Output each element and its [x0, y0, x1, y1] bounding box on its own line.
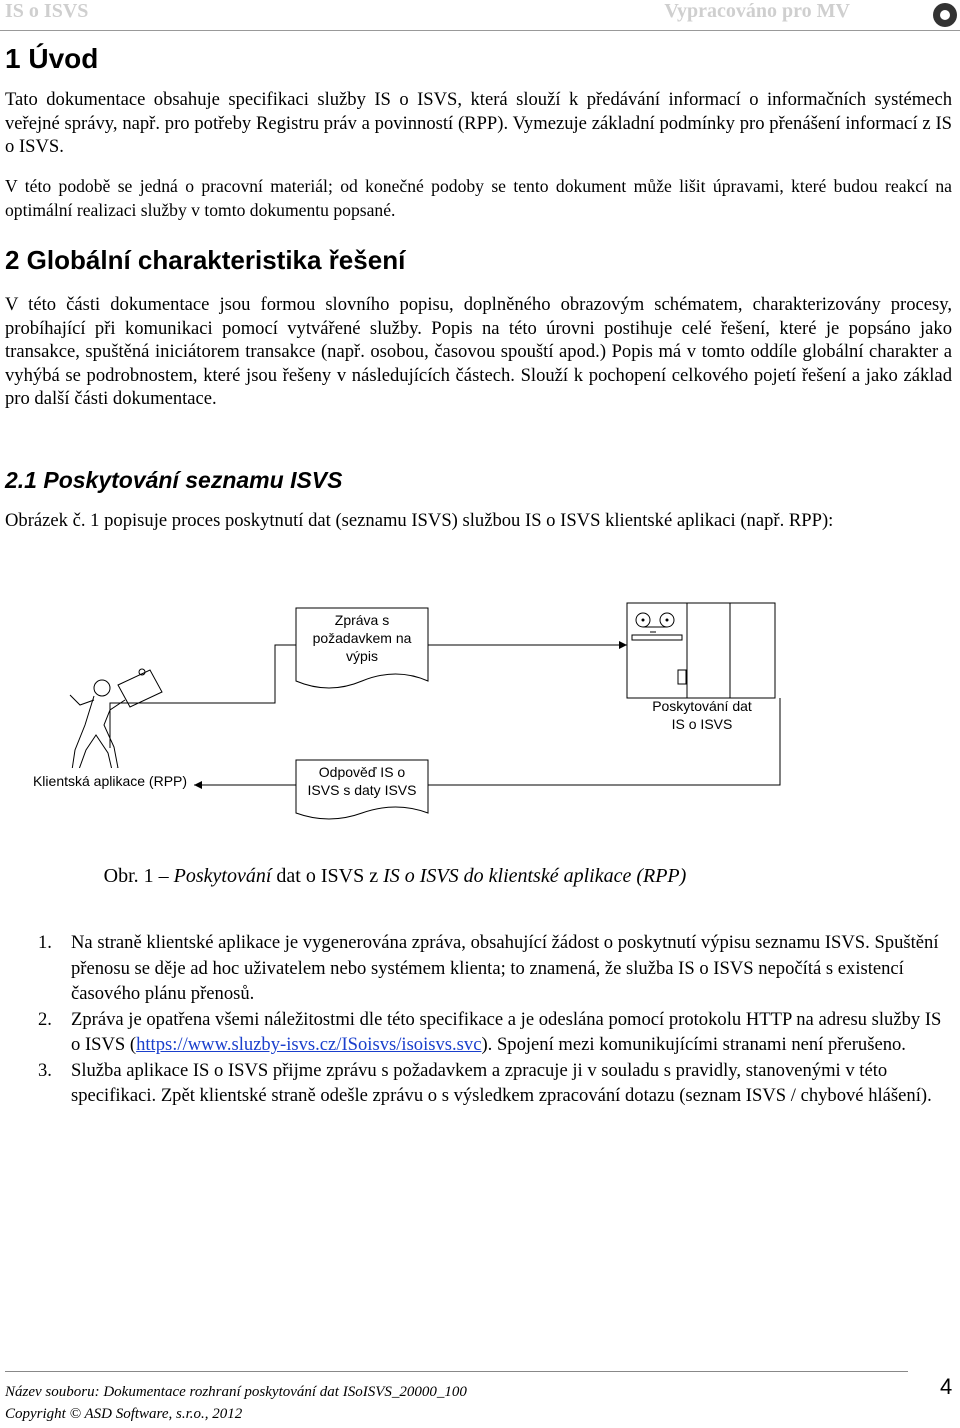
section-1-heading: 1 Úvod [5, 43, 99, 74]
request-flow-line [110, 645, 296, 748]
response-label-line-2: ISVS s daty ISVS [307, 782, 417, 798]
response-document-label [296, 763, 428, 799]
process-diagram [0, 575, 960, 820]
request-label-line-1: Zpráva s [334, 612, 390, 628]
footer-filename: Název souboru: Dokumentace rozhraní poskytování dat ISoISVS_20000_100 [5, 1384, 467, 1400]
page-number: 4 [940, 1374, 953, 1399]
header-right-title: Vypracováno pro MV [664, 0, 850, 22]
request-label-line-2: požadavkem na [312, 630, 412, 646]
service-url-link[interactable]: https://www.sluzby-isvs.cz/ISoisvs/isoisvs.svc [136, 1034, 482, 1055]
figure-caption [0, 865, 790, 888]
server-icon [627, 603, 775, 698]
header-left-title: IS o ISVS [5, 0, 89, 22]
section-2-paragraph: V této části dokumentace jsou formou slovního popisu, doplněného obrazovým schématem, charakterizovány procesy, probíhající při komunikaci pomocí vytvářené služby. Popis na této úrovni postihuje celé řešení, které je popsáno jako transakce, spuštěná iniciátorem transakce (např. osobou, časovou spouští apod.) Popis má v tomto oddíle globální charakter a vyhýbá se podrobnostem, které jsou řešeny v následujících částech. Slouží k pochopení celkového pojetí řešení a jako základ pro další části dokumentace. [5, 294, 952, 409]
list-item [38, 1058, 948, 1109]
step-number: 1. [38, 932, 52, 953]
section-2-1-heading: 2.1 Poskytování seznamu ISVS [5, 467, 343, 493]
person-icon [70, 669, 162, 772]
request-label-line-3: výpis [346, 648, 378, 664]
caption-italic-2: IS o ISVS do klientské aplikace (RPP) [383, 865, 687, 887]
step-text: Na straně klientské aplikace je vygenerována zpráva, obsahující žádost o poskytnutí výpisu seznamu ISVS. Spuštění přenosu se děje ad hoc uživatelem nebo systémem klienta; to znamená, že služba IS o ISVS nepočítá s existencí časového plánu přenosů. [71, 932, 939, 1004]
response-label-line-1: Odpověď IS o [318, 764, 406, 780]
footer-divider [5, 1371, 908, 1372]
request-document-label [296, 611, 428, 665]
server-label-line-1: Poskytování dat [652, 698, 752, 714]
caption-mid: dat o ISVS z [271, 865, 384, 887]
process-steps-list [38, 930, 948, 1109]
section-1-paragraph-2: V této podobě se jedná o pracovní materiál; od konečné podoby se tento dokument může lišit úpravami, které budou reakcí na optimální realizaci služby v tomto dokumentu popsané. [5, 176, 952, 220]
step-text-before: Zpráva je opatřena všemi náležitostmi dle této specifikace a je odeslána pomocí protokolu HTTP na adresu služby IS o ISVS ( [71, 1008, 942, 1055]
section-2-1-paragraph: Obrázek č. 1 popisuje proces poskytnutí dat (seznamu ISVS) službou IS o ISVS klientské aplikaci (např. RPP): [5, 510, 834, 531]
logo-icon [930, 0, 960, 30]
page-header [0, 0, 960, 31]
caption-prefix: Obr. 1 – [103, 865, 174, 887]
step-number: 3. [38, 1059, 52, 1081]
step-number: 2. [38, 1008, 52, 1030]
list-item [38, 930, 948, 1007]
server-label [627, 697, 777, 733]
step-text: Služba aplikace IS o ISVS přijme zprávu s požadavkem a zpracuje ji v souladu s pravidly, stanovenými v této specifikaci. Zpět klientské straně odešle zprávu o s výsledkem zpracování dotazu (seznam ISVS / chybové hlášení). [71, 1059, 932, 1106]
caption-italic-1: Poskytování [173, 865, 272, 887]
client-label: Klientská aplikace (RPP) [32, 773, 188, 789]
section-2-heading: 2 Globální charakteristika řešení [5, 245, 406, 275]
list-item [38, 1007, 948, 1058]
step-text-after: ). Spojení mezi komunikujícími stranami není přerušeno. [481, 1034, 906, 1055]
server-label-line-2: IS o ISVS [671, 716, 733, 732]
section-1-paragraph-1: Tato dokumentace obsahuje specifikaci služby IS o ISVS, která slouží k předávání informací o informačních systémech veřejné správy, např. pro potřeby Registru práv a povinností (RPP). Vymezuje základní podmínky pro přenášení informací z IS o ISVS. [5, 89, 952, 157]
footer-copyright: Copyright © ASD Software, s.r.o., 2012 [5, 1406, 243, 1422]
